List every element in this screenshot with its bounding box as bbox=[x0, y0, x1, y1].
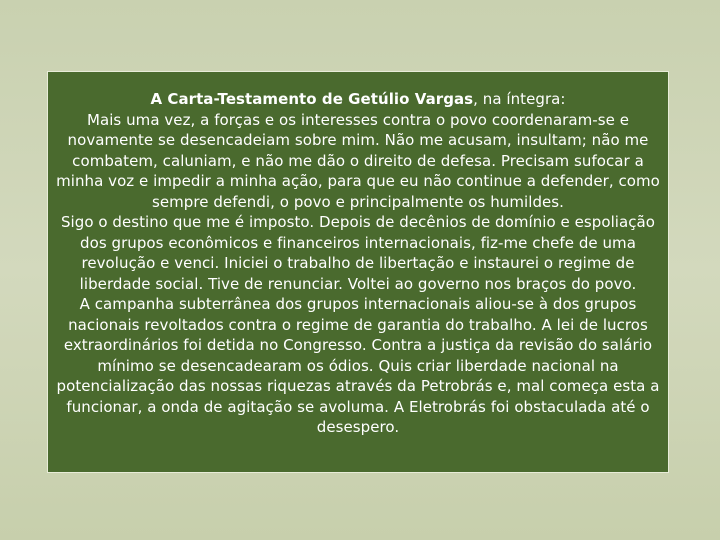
paragraph-2: Sigo o destino que me é imposto. Depois de decênios de domínio e espoliação dos grupos econômicos e financeiros internacionais, fiz-me chefe de uma revolução e venci. Iniciei o trabalho de libertação e instaurei o regime de liberdade social. Tive de renunciar. Voltei ao governo nos braços do povo. bbox=[60, 213, 656, 293]
paragraph-3: A campanha subterrânea dos grupos internacionais aliou-se à dos grupos nacionais revoltados contra o regime de garantia do trabalho. A lei de lucros extraordinários foi detida no Congresso. Contra a justiça da revisão do salário mínimo se desencadearam os ódios. Quis criar liberdade nacional na potencialização das nossas riquezas através da Petrobrás e, mal começa esta a funcionar, a onda de agitação se avoluma. A Eletrobrás foi obstaculada até o desespero. bbox=[56, 295, 660, 436]
title-strong: A Carta-Testamento de Getúlio Vargas bbox=[150, 90, 474, 108]
document-title bbox=[50, 89, 666, 110]
paragraph-1: Mais uma vez, a forças e os interesses contra o povo coordenaram-se e novamente se desencadeiam sobre mim. Não me acusam, insultam; não me combatem, caluniam, e não me dão o direito de defesa. Precisam sufocar a minha voz e impedir a minha ação, para que eu não continue a defender, como sempre defendi, o povo e principalmente os humildes. bbox=[56, 110, 660, 211]
text-box bbox=[47, 71, 669, 473]
title-rest: , na íntegra: bbox=[473, 90, 566, 108]
